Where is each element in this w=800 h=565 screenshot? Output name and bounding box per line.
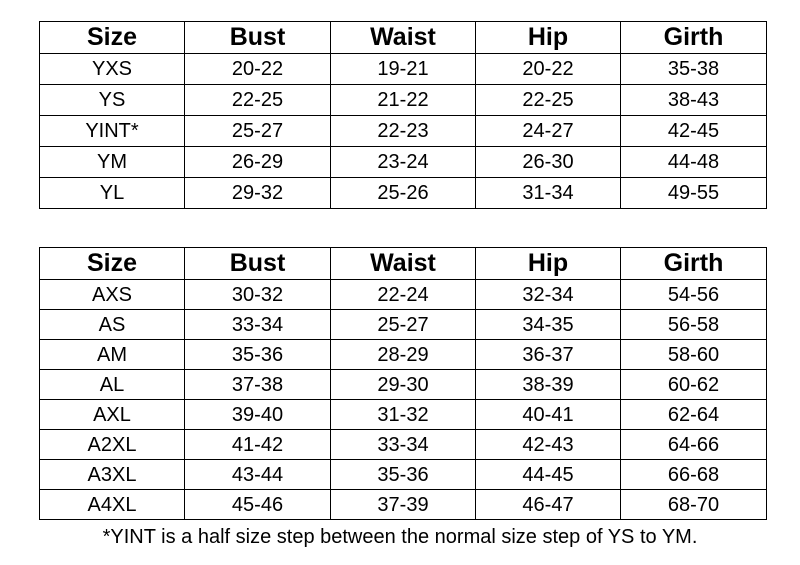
table-row [40, 490, 767, 520]
cell-waist: 31-32 [331, 400, 476, 430]
cell-bust: 45-46 [185, 490, 331, 520]
cell-hip: 44-45 [476, 460, 621, 490]
table-row [40, 400, 767, 430]
footnote: *YINT is a half size step between the normal size step of YS to YM. [102, 526, 698, 548]
cell-bust: 43-44 [185, 460, 331, 490]
cell-girth: 49-55 [621, 178, 767, 209]
cell-girth: 58-60 [621, 340, 767, 370]
cell-bust: 35-36 [185, 340, 331, 370]
cell-girth: 35-38 [621, 54, 767, 85]
cell-girth: 42-45 [621, 116, 767, 147]
table-header-row [40, 22, 767, 54]
header-girth: Girth [621, 248, 767, 280]
cell-bust: 37-38 [185, 370, 331, 400]
cell-waist: 28-29 [331, 340, 476, 370]
cell-bust: 39-40 [185, 400, 331, 430]
header-girth: Girth [621, 22, 767, 54]
cell-hip: 36-37 [476, 340, 621, 370]
cell-girth: 68-70 [621, 490, 767, 520]
table-row [40, 280, 767, 310]
cell-girth: 62-64 [621, 400, 767, 430]
cell-hip: 40-41 [476, 400, 621, 430]
cell-size: AS [40, 310, 185, 340]
cell-size: YXS [40, 54, 185, 85]
cell-waist: 21-22 [331, 85, 476, 116]
cell-waist: 25-26 [331, 178, 476, 209]
table-row [40, 147, 767, 178]
table-row [40, 85, 767, 116]
cell-size: AXS [40, 280, 185, 310]
cell-girth: 38-43 [621, 85, 767, 116]
cell-hip: 32-34 [476, 280, 621, 310]
header-waist: Waist [331, 22, 476, 54]
cell-hip: 34-35 [476, 310, 621, 340]
cell-hip: 24-27 [476, 116, 621, 147]
cell-size: YS [40, 85, 185, 116]
cell-bust: 30-32 [185, 280, 331, 310]
cell-waist: 23-24 [331, 147, 476, 178]
cell-girth: 66-68 [621, 460, 767, 490]
cell-waist: 25-27 [331, 310, 476, 340]
table-row [40, 370, 767, 400]
cell-size: A4XL [40, 490, 185, 520]
table-row [40, 430, 767, 460]
header-bust: Bust [185, 248, 331, 280]
table-row [40, 340, 767, 370]
table-row [40, 310, 767, 340]
cell-girth: 64-66 [621, 430, 767, 460]
cell-bust: 41-42 [185, 430, 331, 460]
cell-hip: 22-25 [476, 85, 621, 116]
cell-bust: 33-34 [185, 310, 331, 340]
header-bust: Bust [185, 22, 331, 54]
cell-hip: 38-39 [476, 370, 621, 400]
cell-size: YM [40, 147, 185, 178]
header-waist: Waist [331, 248, 476, 280]
cell-girth: 60-62 [621, 370, 767, 400]
adult-size-table [39, 247, 767, 520]
cell-size: AM [40, 340, 185, 370]
cell-bust: 26-29 [185, 147, 331, 178]
cell-bust: 25-27 [185, 116, 331, 147]
table-header-row [40, 248, 767, 280]
cell-size: A2XL [40, 430, 185, 460]
cell-waist: 33-34 [331, 430, 476, 460]
table-row [40, 178, 767, 209]
cell-girth: 44-48 [621, 147, 767, 178]
cell-hip: 26-30 [476, 147, 621, 178]
cell-size: AL [40, 370, 185, 400]
cell-girth: 54-56 [621, 280, 767, 310]
cell-waist: 22-24 [331, 280, 476, 310]
header-size: Size [40, 248, 185, 280]
cell-size: YL [40, 178, 185, 209]
cell-girth: 56-58 [621, 310, 767, 340]
cell-waist: 22-23 [331, 116, 476, 147]
cell-size: AXL [40, 400, 185, 430]
cell-bust: 22-25 [185, 85, 331, 116]
cell-waist: 35-36 [331, 460, 476, 490]
cell-hip: 31-34 [476, 178, 621, 209]
cell-waist: 19-21 [331, 54, 476, 85]
youth-size-table [39, 21, 767, 209]
cell-bust: 29-32 [185, 178, 331, 209]
cell-waist: 29-30 [331, 370, 476, 400]
cell-bust: 20-22 [185, 54, 331, 85]
cell-size: YINT* [40, 116, 185, 147]
header-hip: Hip [476, 22, 621, 54]
cell-hip: 46-47 [476, 490, 621, 520]
header-hip: Hip [476, 248, 621, 280]
cell-hip: 42-43 [476, 430, 621, 460]
cell-hip: 20-22 [476, 54, 621, 85]
cell-waist: 37-39 [331, 490, 476, 520]
table-row [40, 460, 767, 490]
table-row [40, 54, 767, 85]
header-size: Size [40, 22, 185, 54]
cell-size: A3XL [40, 460, 185, 490]
table-row [40, 116, 767, 147]
